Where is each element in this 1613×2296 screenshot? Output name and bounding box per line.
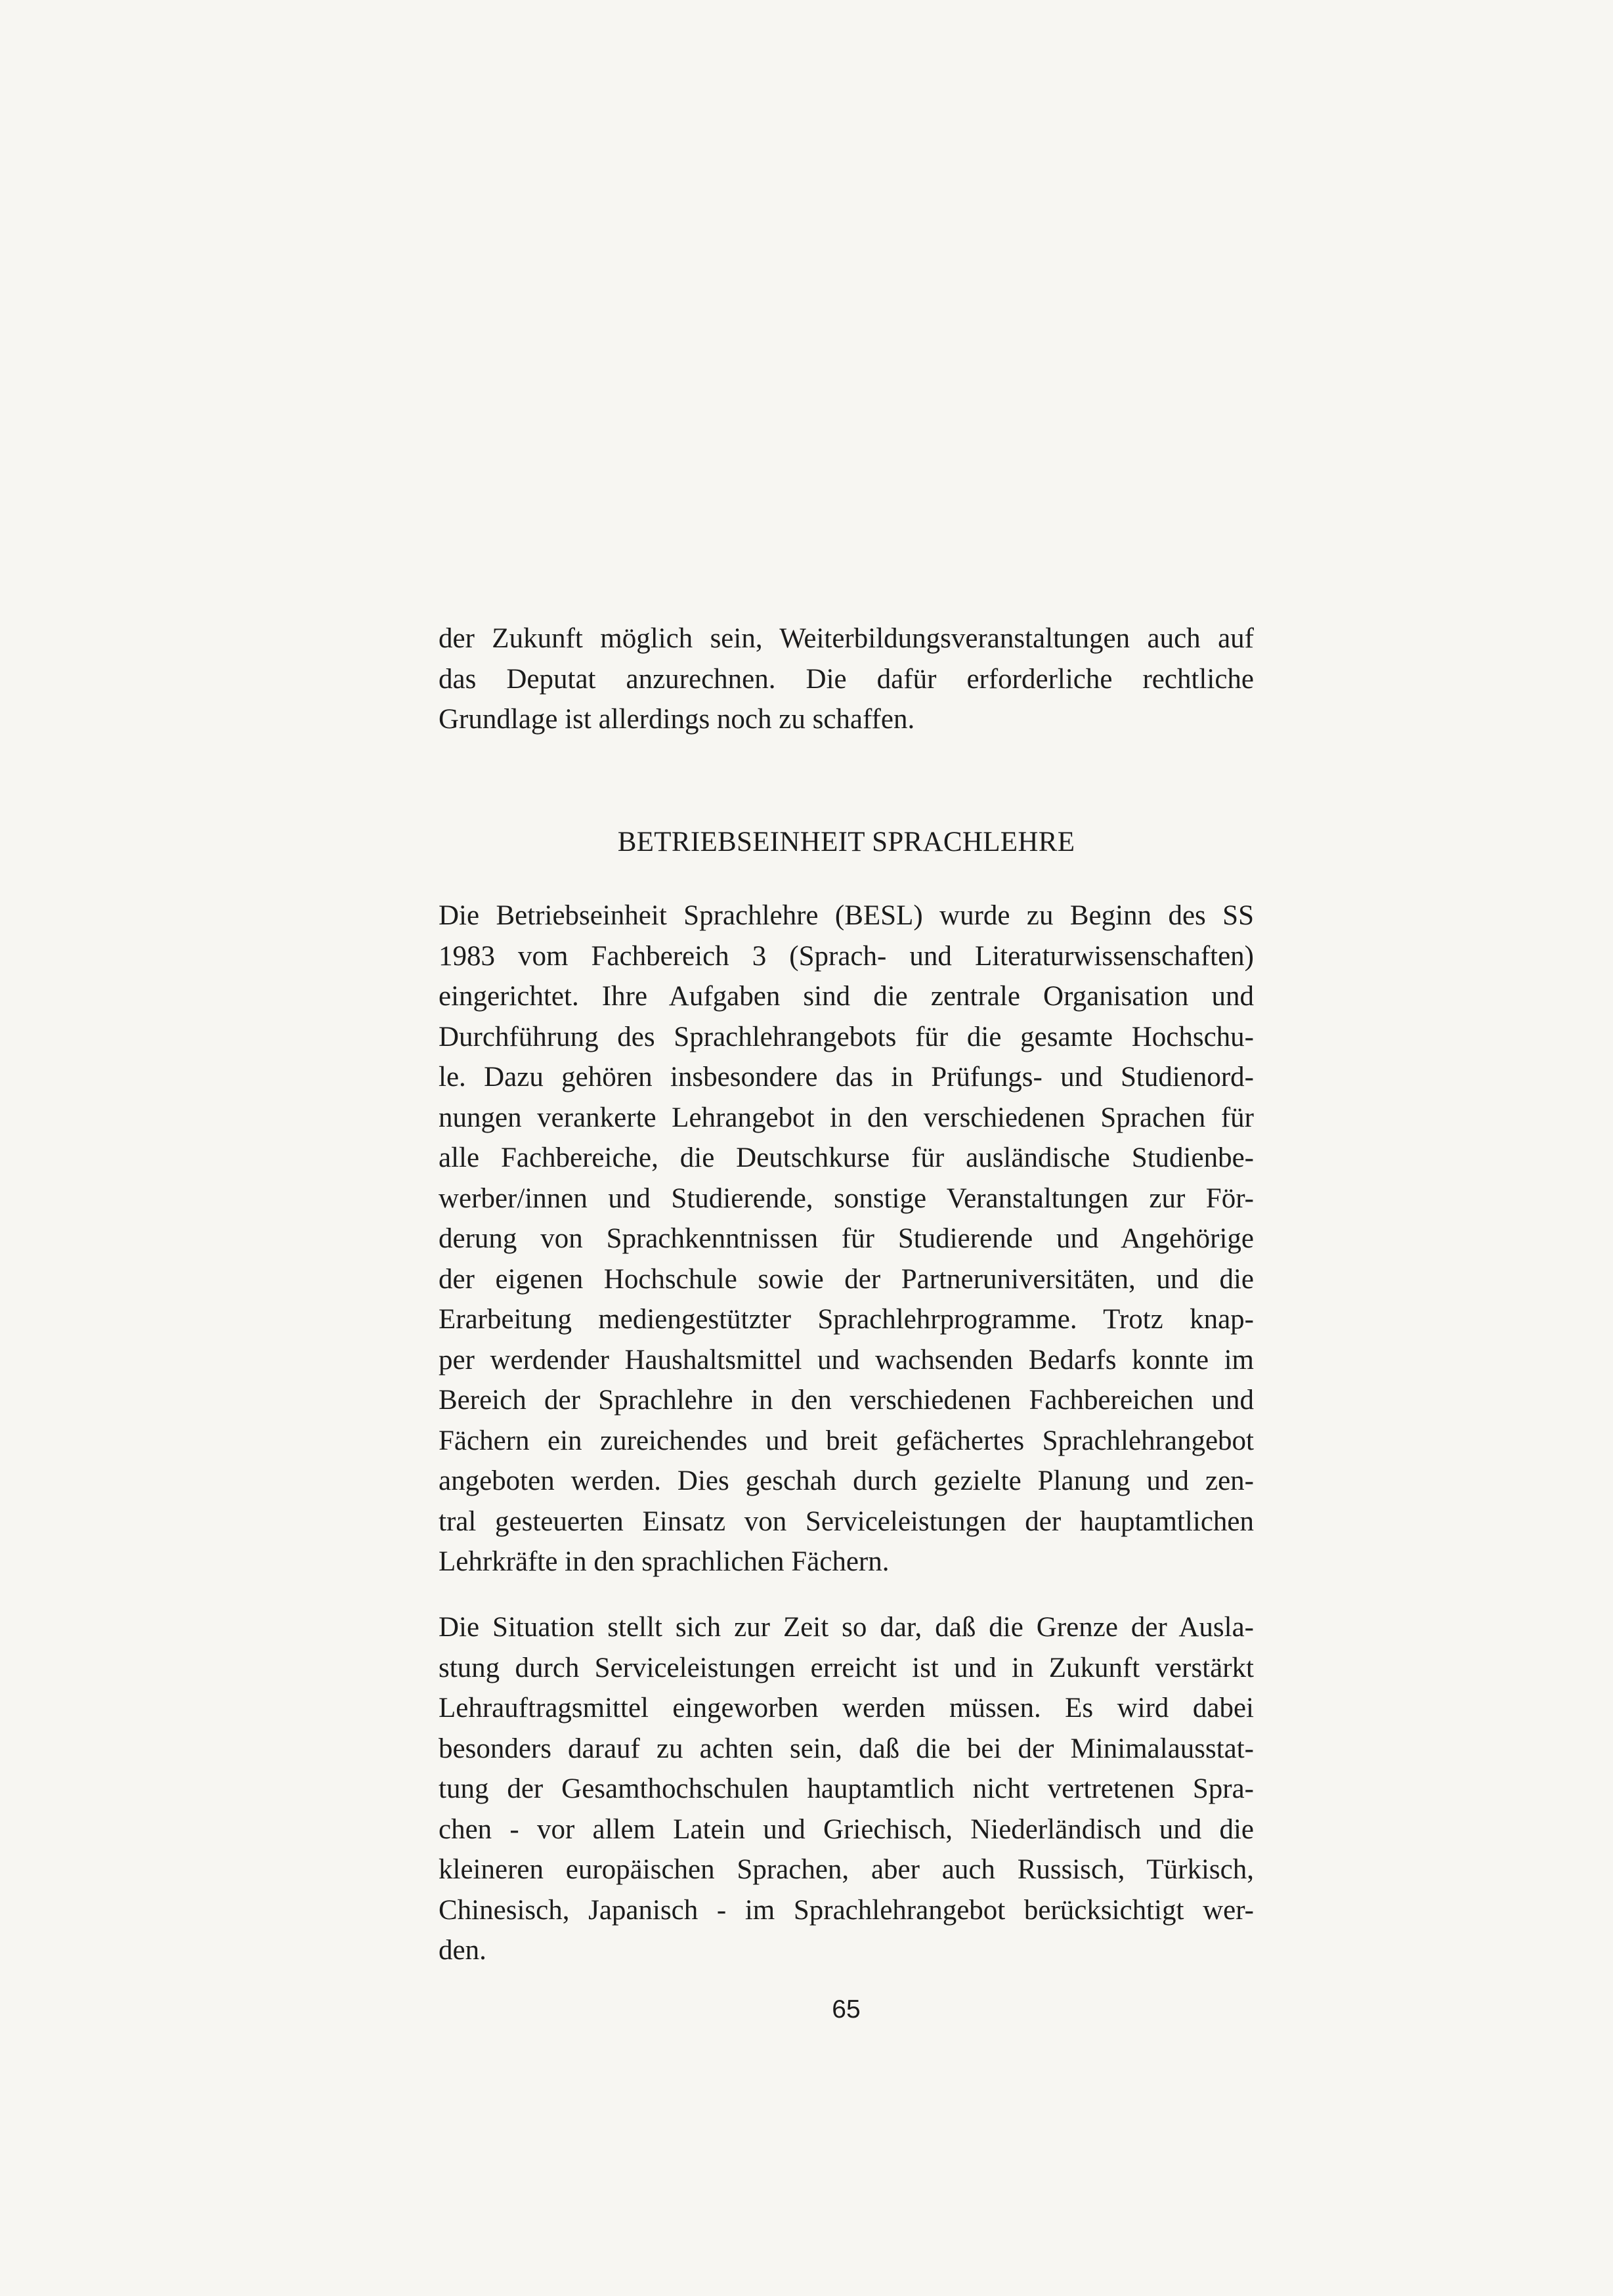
intro-paragraph bbox=[439, 618, 1254, 740]
text-line: eingerichtet. Ihre Aufgaben sind die zentrale Organisation und bbox=[439, 981, 1254, 1012]
text-line: derung von Sprachkenntnissen für Studierende und Angehörige bbox=[439, 1223, 1254, 1254]
text-line: alle Fachbereiche, die Deutschkurse für ausländische Studienbe- bbox=[439, 1142, 1254, 1173]
text-line: Lehrkräfte in den sprachlichen Fächern. bbox=[439, 1546, 890, 1577]
text-line: Die Betriebseinheit Sprachlehre (BESL) wurde zu Beginn des SS bbox=[439, 900, 1254, 931]
text-line: der Zukunft möglich sein, Weiterbildungsveranstaltungen auch auf bbox=[439, 623, 1254, 654]
body-paragraph-1 bbox=[439, 896, 1254, 1582]
text-line: kleineren europäischen Sprachen, aber auch Russisch, Türkisch, bbox=[439, 1854, 1254, 1885]
text-line: chen - vor allem Latein und Griechisch, Niederländisch und die bbox=[439, 1813, 1254, 1845]
text-line: werber/innen und Studierende, sonstige Veranstaltungen zur För- bbox=[439, 1182, 1254, 1214]
text-line: Fächern ein zureichendes und breit gefächertes Sprachlehrangebot bbox=[439, 1425, 1254, 1456]
body-paragraph-2 bbox=[439, 1607, 1254, 1971]
text-line: Bereich der Sprachlehre in den verschiedenen Fachbereichen und bbox=[439, 1385, 1254, 1416]
page-number: 65 bbox=[832, 1995, 861, 2024]
text-line: besonders darauf zu achten sein, daß die bei der Minimalausstat- bbox=[439, 1733, 1254, 1764]
text-line: angeboten werden. Dies geschah durch gezielte Planung und zen- bbox=[439, 1465, 1254, 1496]
text-line: Chinesisch, Japanisch - im Sprachlehrangebot berücksichtigt wer- bbox=[439, 1894, 1254, 1926]
text-line: tral gesteuerten Einsatz von Serviceleistungen der hauptamtlichen bbox=[439, 1505, 1254, 1537]
text-line: le. Dazu gehören insbesondere das in Prüfungs- und Studienord- bbox=[439, 1062, 1254, 1093]
text-line: Lehrauftragsmittel eingeworben werden müssen. Es wird dabei bbox=[439, 1693, 1254, 1723]
text-line: stung durch Serviceleistungen erreicht ist und in Zukunft verstärkt bbox=[439, 1652, 1254, 1683]
text-line: nungen verankerte Lehrangebot in den verschiedenen Sprachen für bbox=[439, 1102, 1254, 1133]
section-heading: BETRIEBSEINHEIT SPRACHLEHRE bbox=[617, 827, 1075, 857]
text-line: tung der Gesamthochschulen hauptamtlich nicht vertretenen Spra- bbox=[439, 1773, 1254, 1804]
text-line: Durchführung des Sprachlehrangebots für die gesamte Hochschu- bbox=[439, 1021, 1254, 1052]
text-line: Die Situation stellt sich zur Zeit so dar, daß die Grenze der Ausla- bbox=[439, 1612, 1254, 1643]
text-line: das Deputat anzurechnen. Die dafür erforderliche rechtliche bbox=[439, 663, 1254, 695]
text-line: Erarbeitung mediengestützter Sprachlehrprogramme. Trotz knap- bbox=[439, 1304, 1254, 1335]
text-line: per werdender Haushaltsmittel und wachsenden Bedarfs konnte im bbox=[439, 1344, 1254, 1375]
text-line: den. bbox=[439, 1935, 486, 1966]
text-line: der eigenen Hochschule sowie der Partneruniversitäten, und die bbox=[439, 1263, 1254, 1295]
text-line: 1983 vom Fachbereich 3 (Sprach- und Literaturwissenschaften) bbox=[439, 940, 1254, 972]
text-line: Grundlage ist allerdings noch zu schaffen. bbox=[439, 704, 915, 735]
